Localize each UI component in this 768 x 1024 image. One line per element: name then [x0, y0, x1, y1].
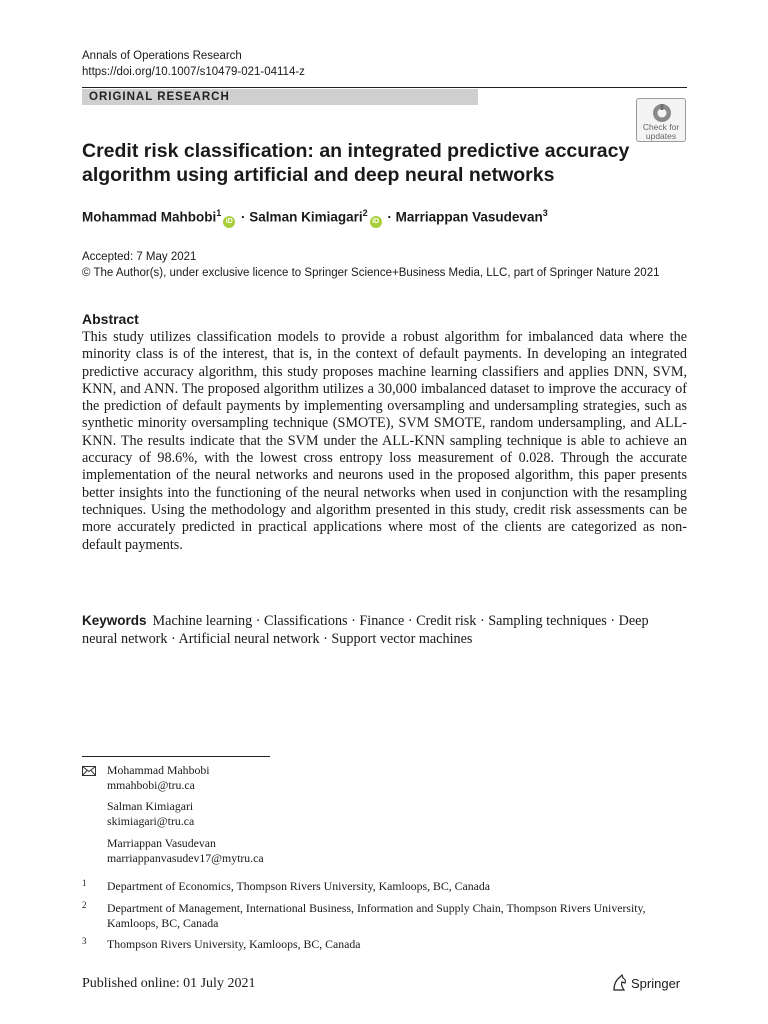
journal-name: Annals of Operations Research — [82, 50, 242, 62]
keywords-label: Keywords — [82, 613, 147, 628]
affiliation-text: Thompson Rivers University, Kamloops, BC, Canada — [107, 937, 361, 951]
journal-header — [82, 48, 305, 80]
header-rule — [82, 87, 687, 88]
check-updates-icon — [652, 103, 672, 123]
author-list — [82, 208, 682, 228]
author-name[interactable]: Marriappan Vasudevan — [395, 209, 543, 225]
check-updates-line1: Check for — [642, 122, 680, 132]
affiliation-text: Department of Economics, Thompson Rivers University, Kamloops, BC, Canada — [107, 879, 491, 893]
author-affil-marker: 1 — [216, 208, 222, 218]
keywords-section — [82, 612, 682, 648]
author-separator: · — [241, 209, 246, 225]
author-name[interactable]: Salman Kimiagari — [249, 209, 363, 225]
author-separator: · — [387, 209, 392, 225]
affiliation-number: 2 — [82, 900, 87, 910]
contact-name: Mohammad Mahbobi — [107, 763, 210, 777]
springer-horse-icon — [611, 974, 627, 992]
doi-link[interactable]: https://doi.org/10.1007/s10479-021-04114-z — [82, 66, 305, 78]
contact-name: Salman Kimiagari — [107, 799, 194, 813]
affiliation-number: 1 — [82, 878, 87, 888]
envelope-icon — [82, 766, 96, 776]
accepted-date: Accepted: 7 May 2021 — [82, 251, 197, 263]
contact-entry — [107, 836, 264, 866]
article-title: Credit risk classification: an integrated predictive accuracy algorithm using artificial and deep neural networks — [82, 140, 630, 186]
author-affil-marker: 2 — [362, 208, 368, 218]
footnote-rule — [82, 756, 270, 757]
published-date: Published online: 01 July 2021 — [82, 976, 256, 991]
author-name[interactable]: Mohammad Mahbobi — [82, 209, 217, 225]
publisher-name: Springer — [631, 976, 681, 991]
affiliation-text: Department of Management, International Business, Information and Supply Chain, Thompson Rivers University, Kamloops, BC, Canada — [107, 901, 646, 930]
contact-email[interactable]: marriappanvasudev17@mytru.ca — [107, 851, 264, 865]
article-history — [82, 249, 660, 281]
publisher-logo[interactable] — [611, 974, 680, 992]
orcid-icon[interactable]: iD — [223, 216, 235, 228]
contact-email[interactable]: mmahbobi@tru.ca — [107, 778, 195, 792]
contact-name: Marriappan Vasudevan — [107, 836, 216, 850]
abstract-body: This study utilizes classification models to provide a robust algorithm for imbalanced data where the minority class is of the interest, that is, in the context of default payments. In developing an integrated predictive accuracy algorithm, this study proposes machine learning classifiers and applies DNN, SVM, KNN, and ANN. The proposed algorithm utilizes a 30,000 imbalanced dataset to improve the accuracy of the prediction of default payments by implementing oversampling and undersampling strategies, such as synthetic minority oversampling technique (SMOTE), SVM SMOTE, random undersampling, and ALL-KNN. The results indicate that the SVM under the ALL-KNN sampling technique is able to achieve an accuracy of 98.6%, with the lowest cross entropy loss measurement of 0.028. Through the accurate implementation of the neural networks and neurons used in the proposed algorithm, this paper presents better insights into the functioning of the neural networks when used in conjunction with the resampling techniques. Using the methodology and algorithm presented in this study, credit risk assessments can be more accurately predicted in practical applications where most of the clients are categorized as non-default payments. — [82, 329, 687, 553]
check-updates-line2: updates — [645, 131, 677, 141]
contact-entry — [107, 763, 210, 793]
copyright-notice: © The Author(s), under exclusive licence to Springer Science+Business Media, LLC, part of Springer Nature 2021 — [82, 267, 660, 279]
affiliation-number: 3 — [82, 936, 87, 946]
article-category: ORIGINAL RESEARCH — [82, 89, 478, 105]
orcid-icon[interactable]: iD — [370, 216, 382, 228]
contact-entry — [107, 799, 194, 829]
author-affil-marker: 3 — [542, 208, 548, 218]
keywords-list: Machine learning · Classifications · Finance · Credit risk · Sampling techniques · Deep neural network · Artificial neural network · Support vector machines — [82, 613, 649, 647]
contact-email[interactable]: skimiagari@tru.ca — [107, 814, 195, 828]
check-for-updates-badge[interactable] — [636, 98, 686, 142]
abstract-heading: Abstract — [82, 311, 139, 327]
